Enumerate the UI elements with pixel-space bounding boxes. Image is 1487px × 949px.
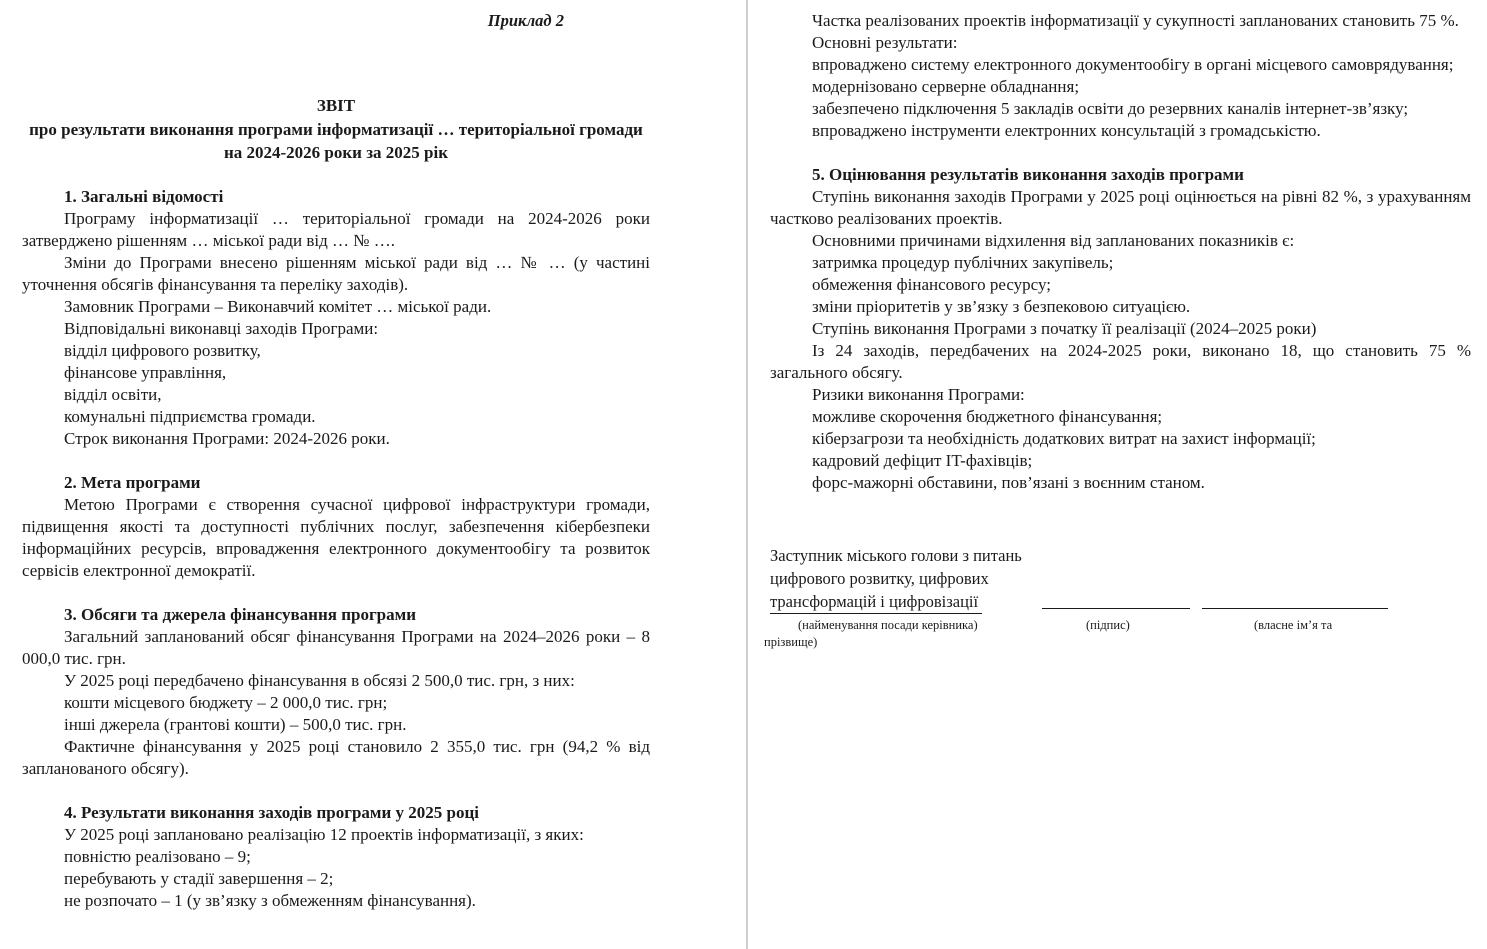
signatory-title-line-2: цифрового розвитку, цифрових [770,569,989,588]
section-1-list-item: комунальні підприємства громади. [64,407,316,426]
section-4-list-item: перебувають у стадії завершення – 2; [64,869,334,888]
section-1-paragraph-1: Програму інформатизації … територіальної громади на 2024-2026 роки затверджено рішенням … міської ради від … № …. [22,209,650,250]
section-3-heading: 3. Обсяги та джерела фінансування програми [64,605,416,624]
document-title-subtitle: про результати виконання програми інформатизації … територіальної громади на 2024-2026 роки за 2025 рік [29,120,643,162]
section-1-paragraph-2: Зміни до Програми внесено рішенням міської ради від … № … (у частині уточнення обсягів фінансування та переліку заходів). [22,253,650,294]
section-5-heading: 5. Оцінювання результатів виконання заходів програми [812,165,1244,184]
signature-block [764,544,1471,649]
name-line[interactable] [1202,608,1388,609]
section-5-risk-item: кадровий дефіцит IT-фахівців; [812,451,1033,470]
section-3-list-item: інші джерела (грантові кошти) – 500,0 тис. грн. [64,715,407,734]
left-page-column [0,0,746,912]
section-5-paragraph-1: Ступінь виконання заходів Програми у 2025 році оцінюється на рівні 82 %, з урахуванням частково реалізованих проектів. [770,187,1471,228]
section-5-risk-item: форс-мажорні обставини, пов’язані з воєнним станом. [812,473,1205,492]
section-5-paragraph-3: Ступінь виконання Програми з початку її реалізації (2024–2025 роки) [812,319,1317,338]
section-4-cont-paragraph-3: впроваджено систему електронного документообігу в органі місцевого самоврядування; [812,55,1454,74]
section-4-cont-final-item: впроваджено інструменти електронних консультацій з громадськістю. [812,121,1321,140]
section-1-list-item: відділ освіти, [64,385,162,404]
spacer [22,582,650,604]
section-4-paragraph-1: У 2025 році заплановано реалізацію 12 проектів інформатизації, з яких: [64,825,584,844]
signatory-title-line-3: трансформацій і цифровізації [770,590,982,614]
section-4-cont-list-item: забезпечено підключення 5 закладів освіти до резервних каналів інтернет-зв’язку; [812,99,1409,118]
section-4-cont-paragraph-1: Частка реалізованих проектів інформатизації у сукупності запланованих становить 75 %. [812,11,1459,30]
section-5-risk-item: кіберзагрози та необхідність додаткових витрат на захист інформації; [812,429,1316,448]
section-4-cont-paragraph-2: Основні результати: [812,33,958,52]
caption-name-wrap: прізвище) [764,635,818,649]
section-5-reason-item: затримка процедур публічних закупівель; [812,253,1114,272]
spacer [22,780,650,802]
section-5-risk-item: можливе скорочення бюджетного фінансування; [812,407,1163,426]
caption-position: (найменування посади керівника) [798,618,978,632]
section-2-paragraph-1: Метою Програми є створення сучасної цифрової інфраструктури громади, підвищення якості та доступності публічних послуг, забезпечення кібербезпеки інформаційних ресурсів, впровадження електронного документообігу та розвиток сервісів електронної демократії. [22,495,650,580]
section-4-cont-list-item: модернізовано серверне обладнання; [812,77,1080,96]
signature-line[interactable] [1042,608,1190,609]
section-1-list-item: Строк виконання Програми: 2024-2026 роки. [64,429,390,448]
caption-name: (власне ім’я та [1254,618,1333,632]
section-5-reason-item: обмеження фінансового ресурсу; [812,275,1051,294]
document-reference-label: Приклад 2 [487,11,564,30]
section-5-paragraph-2: Основними причинами відхилення від запланованих показників є: [812,231,1295,250]
signatory-title-line-1: Заступник міського голови з питань [770,546,1022,565]
document-title [22,94,650,164]
section-5-reason-item: зміни пріоритетів у зв’язку з безпековою ситуацією. [812,297,1191,316]
section-1-paragraph-3: Замовник Програми – Виконавчий комітет … міської ради. [64,297,492,316]
section-3-closing-paragraph: Фактичне фінансування у 2025 році становило 2 355,0 тис. грн (94,2 % від запланованого обсягу). [22,737,650,778]
section-3-paragraph-1: Загальний запланований обсяг фінансування Програми на 2024–2026 роки – 8 000,0 тис. грн. [22,627,650,668]
section-1-paragraph-4: Відповідальні виконавці заходів Програми: [64,319,379,338]
right-page-column [748,0,1487,649]
spacer [770,142,1471,164]
section-5-paragraph-4: Із 24 заходів, передбачених на 2024-2025 роки, виконано 18, що становить 75 % загального обсягу. [770,341,1471,382]
section-1-heading: 1. Загальні відомості [64,187,224,206]
document-title-main: ЗВІТ [316,96,356,115]
signatory-title [770,544,1471,614]
section-4-list-item: повністю реалізовано – 9; [64,847,251,866]
section-1-list-item: відділ цифрового розвитку, [64,341,261,360]
spacer [22,450,650,472]
section-4-list-item: не розпочато – 1 (у зв’язку з обмеженням фінансування). [64,891,476,910]
section-2-heading: 2. Мета програми [64,473,201,492]
spacer [22,164,650,186]
section-4-heading: 4. Результати виконання заходів програми у 2025 році [64,803,479,822]
section-3-list-item: кошти місцевого бюджету – 2 000,0 тис. грн; [64,693,388,712]
section-5-paragraph-5: Ризики виконання Програми: [812,385,1025,404]
section-1-list-item: фінансове управління, [64,363,227,382]
section-3-paragraph-2: У 2025 році передбачено фінансування в обсязі 2 500,0 тис. грн, з них: [64,671,575,690]
caption-signature: (підпис) [1086,618,1130,632]
